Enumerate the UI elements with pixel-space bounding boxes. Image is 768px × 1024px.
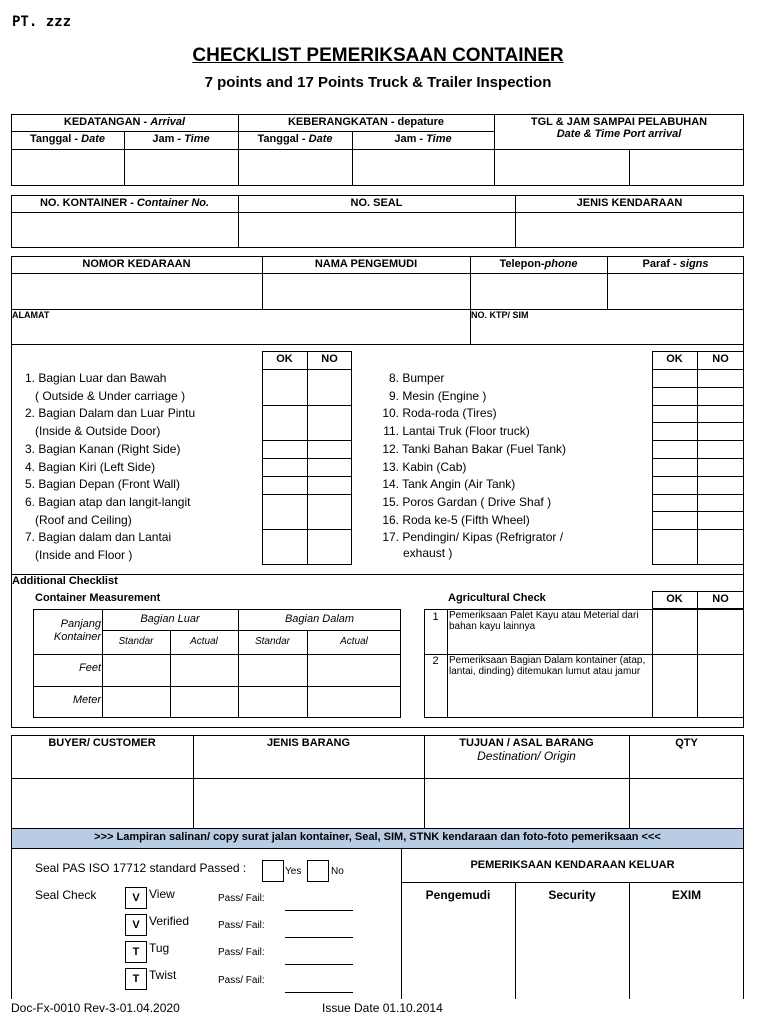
address-label: ALAMAT	[12, 310, 50, 320]
seal-twist-passfail-label: Pass/ Fail:	[218, 975, 265, 986]
exit-exim-header: EXIM	[671, 888, 702, 902]
destination-header: TUJUAN / ASAL BARANG	[459, 737, 594, 749]
exit-check-title: PEMERIKSAAN KENDARAAN KELUAR	[470, 859, 675, 871]
list-item: 13. Kabin (Cab)	[382, 459, 467, 474]
length-label: Panjang	[60, 618, 101, 630]
agri-1-number: 1	[432, 611, 439, 623]
driver-name-header: NAMA PENGEMUDI	[314, 258, 418, 270]
seal-pas-yes-checkbox[interactable]	[262, 860, 284, 882]
additional-title: Additional Checklist	[12, 575, 118, 587]
list-item: 3. Bagian Kanan (Right Side)	[24, 441, 181, 456]
footer-doc-number: Doc-Fx-0010 Rev-3-01.04.2020	[11, 1001, 180, 1015]
seal-verified-passfail-label: Pass/ Fail:	[218, 920, 265, 931]
list-item: 7. Bagian dalam dan Lantai	[24, 530, 172, 545]
page-subtitle: 7 points and 17 Points Truck & Trailer Inspection	[204, 74, 552, 91]
feet-label: Feet	[78, 662, 101, 674]
list-item: 5. Bagian Depan (Front Wall)	[24, 477, 180, 492]
list-item: 2. Bagian Dalam dan Luar Pintu	[24, 406, 196, 421]
id-no-label: NO. KTP/ SIM	[471, 310, 529, 320]
seal-pas-label: Seal PAS ISO 17712 standard Passed :	[35, 861, 247, 875]
vehicle-type-header: JENIS KENDARAAN	[576, 197, 683, 209]
seal-verified-passfail-line[interactable]	[285, 937, 353, 938]
seal-verified-checkbox[interactable]: V	[125, 914, 147, 936]
seal-twist-label: Twist	[149, 968, 177, 982]
seal-twist-checkbox[interactable]: T	[125, 968, 147, 990]
agri-ok-header: OK	[666, 593, 683, 605]
seal-view-passfail-label: Pass/ Fail:	[218, 893, 265, 904]
qty-header: QTY	[675, 737, 698, 749]
seal-tug-checkbox[interactable]: T	[125, 941, 147, 963]
left-ok-header: OK	[276, 353, 293, 365]
list-item: 10. Roda-roda (Tires)	[382, 406, 497, 421]
exit-security-header: Security	[548, 888, 596, 902]
list-item: 15. Poros Gardan ( Drive Shaf )	[382, 494, 552, 509]
inner-header: Bagian Dalam	[284, 613, 355, 625]
seal-tug-passfail-line[interactable]	[285, 964, 353, 965]
seal-check-label: Seal Check	[35, 888, 97, 902]
measurement-title: Container Measurement	[35, 592, 161, 604]
seal-pas-no-label: No	[331, 866, 344, 877]
list-item: (Inside and Floor )	[35, 548, 133, 563]
list-item: 12. Tanki Bahan Bakar (Fuel Tank)	[382, 441, 566, 456]
seal-tug-label: Tug	[149, 941, 170, 955]
seal-view-passfail-line[interactable]	[285, 910, 353, 911]
vehicle-no-header: NOMOR KEDARAAN	[82, 258, 191, 270]
points-left-list	[20, 370, 195, 565]
phone-header: Telepon-phone	[499, 258, 578, 270]
list-item: 8. Bumper	[388, 371, 445, 385]
seal-verified-label: Verified	[149, 914, 190, 928]
departure-date-header: Tanggal - Date	[257, 133, 333, 145]
list-item: (Inside & Outside Door)	[35, 424, 161, 439]
destination-header-en: Destination/ Origin	[477, 749, 576, 763]
points-right-list	[381, 370, 566, 560]
company-name: PT. zzz	[12, 14, 72, 30]
seal-twist-passfail-line[interactable]	[285, 992, 353, 993]
list-item: 6. Bagian atap dan langit-langit	[24, 494, 191, 509]
inner-standard-header: Standar	[254, 636, 291, 647]
outer-standard-header: Standar	[118, 636, 154, 647]
seal-view-label: View	[149, 887, 175, 901]
list-item: 1. Bagian Luar dan Bawah	[24, 371, 167, 385]
inner-actual-header: Actual	[340, 636, 368, 647]
list-item: 11. Lantai Truk (Floor truck)	[383, 424, 530, 439]
right-no-header: NO	[712, 353, 729, 365]
container-no-header: NO. KONTAINER - Container No.	[39, 197, 210, 209]
page-title: CHECKLIST PEMERIKSAAN CONTAINER	[192, 45, 564, 66]
seal-pas-no-checkbox[interactable]	[307, 860, 329, 882]
arrival-date-header: Tanggal - Date	[30, 133, 105, 145]
right-ok-header: OK	[666, 353, 683, 365]
seal-view-checkbox[interactable]: V	[125, 887, 147, 909]
goods-header: JENIS BARANG	[266, 737, 351, 749]
agri-2-number: 2	[432, 655, 439, 667]
arrival-header: KEDATANGAN - Arrival	[63, 116, 186, 128]
seal-no-header: NO. SEAL	[350, 197, 403, 209]
meter-label: Meter	[72, 694, 101, 706]
list-item: (Roof and Ceiling)	[35, 512, 132, 527]
departure-time-header: Jam - Time	[394, 133, 452, 145]
agri-2-text: Pemeriksaan Bagian Dalam kontainer (atap, lantai, dinding) ditemukan lumut atau jamur	[449, 655, 646, 677]
list-item: 16. Roda ke-5 (Fifth Wheel)	[382, 512, 530, 527]
list-item: exhaust )	[403, 546, 453, 561]
buyer-header: BUYER/ CUSTOMER	[48, 737, 156, 749]
attachment-note: >>> Lampiran salinan/ copy surat jalan kontainer, Seal, SIM, STNK kendaraan dan foto-foto pemeriksaan <<<	[94, 831, 661, 843]
list-item: 17. Pendingin/ Kipas (Refrigrator /	[382, 530, 564, 545]
list-item: 14. Tank Angin (Air Tank)	[382, 477, 516, 492]
outer-actual-header: Actual	[190, 636, 218, 647]
list-item: 9. Mesin (Engine )	[388, 388, 487, 403]
agri-1-text: Pemeriksaan Palet Kayu atau Meterial dari bahan kayu lainnya	[449, 610, 639, 632]
departure-header: KEBERANGKATAN - depature	[287, 116, 445, 128]
agri-no-header: NO	[712, 593, 729, 605]
port-arrival-header: TGL & JAM SAMPAI PELABUHAN	[530, 116, 708, 128]
seal-pas-yes-label: Yes	[285, 866, 302, 877]
list-item: ( Outside & Under carriage )	[35, 388, 186, 403]
agri-title: Agricultural Check	[448, 592, 546, 604]
port-arrival-header-en: Date & Time Port arrival	[556, 128, 682, 140]
exit-driver-header: Pengemudi	[425, 888, 491, 902]
outer-header: Bagian Luar	[140, 613, 200, 625]
seal-tug-passfail-label: Pass/ Fail:	[218, 947, 265, 958]
footer-issue-date: Issue Date 01.10.2014	[322, 1001, 443, 1015]
list-item: 4. Bagian Kiri (Left Side)	[24, 459, 156, 474]
sign-header: Paraf - signs	[642, 258, 709, 270]
container-label: Kontainer	[53, 631, 101, 643]
left-no-header: NO	[321, 353, 338, 365]
arrival-time-header: Jam - Time	[152, 133, 210, 145]
